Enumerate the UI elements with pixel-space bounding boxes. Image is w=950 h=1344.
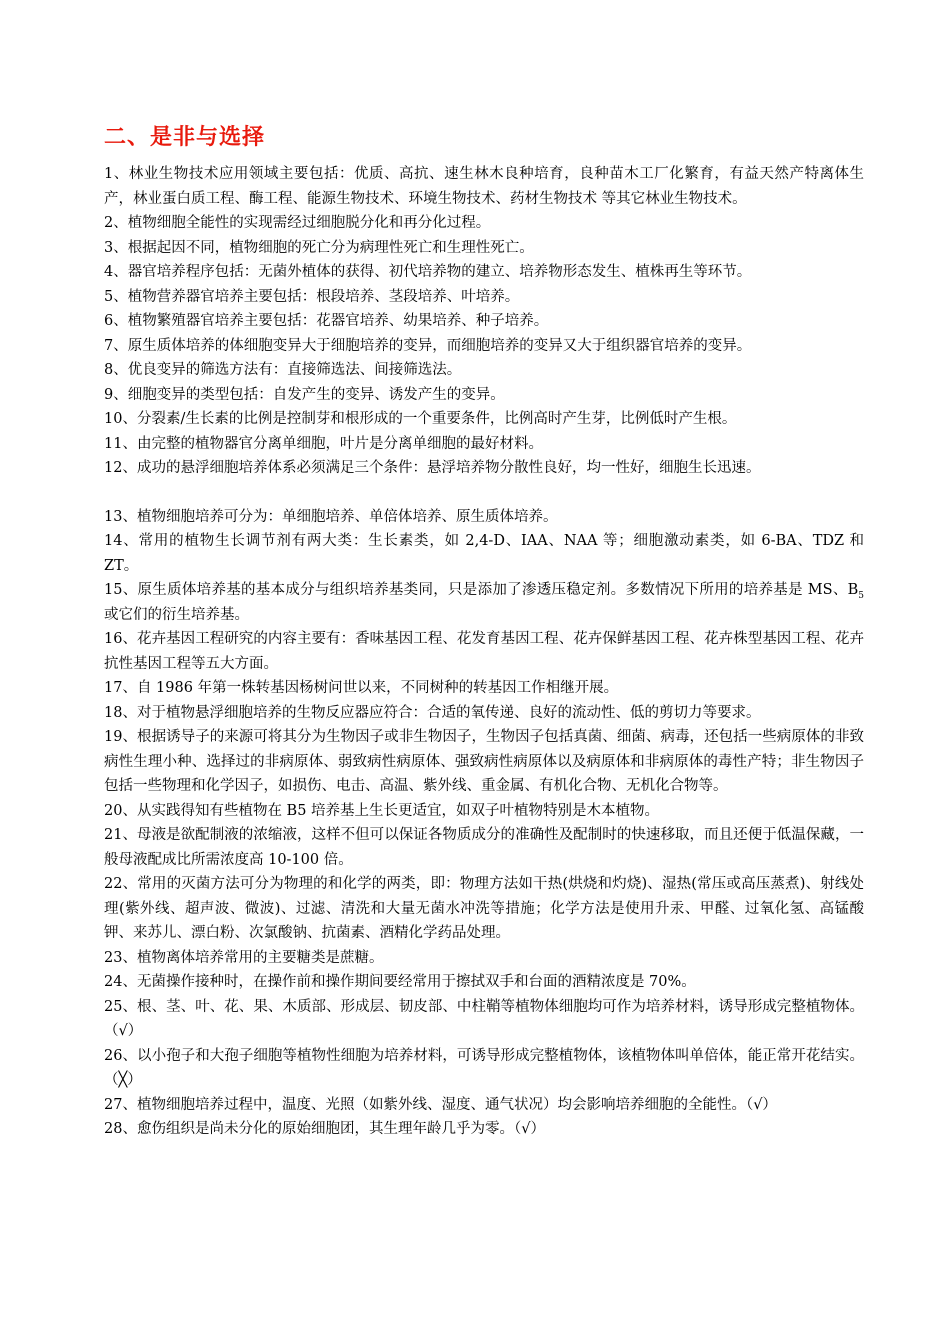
list-item: 13、植物细胞培养可分为：单细胞培养、单倍体培养、原生质体培养。 [104,508,558,525]
list-item: 12、成功的悬浮细胞培养体系必须满足三个条件：悬浮培养物分散性良好，均一性好，细胞生长迅速。 [104,460,761,476]
item-15-subscript: 5 [858,590,864,601]
list-item: 22、常用的灭菌方法可分为物理的和化学的两类，即：物理方法如干热(烘烧和灼烧)、湿热(常压或高压蒸煮)、射线处理(紫外线、超声波、微波)、过滤、清洗和大量无菌水冲洗等措施；化学方法是使用升汞、甲醛、过氧化氢、高锰酸钾、来苏儿、漂白粉、次氯酸钠、抗菌素、酒精化学药品处理。 [104,876,864,941]
section-heading: 二、是非与选择 [104,125,266,150]
list-item: 11、由完整的植物器官分离单细胞，叶片是分离单细胞的最好材料。 [104,435,543,452]
list-item: 25、根、茎、叶、花、果、木质部、形成层、韧皮部、中柱鞘等植物体细胞均可作为培养材料，诱导形成完整植物体。（√） [104,998,864,1039]
list-item: 10、分裂素/生长素的比例是控制芽和根形成的一个重要条件，比例高时产生芽，比例低时产生根。 [104,411,737,427]
list-item: 9、细胞变异的类型包括：自发产生的变异、诱发产生的变异。 [104,386,505,403]
list-item: 8、优良变异的筛选方法有：直接筛选法、间接筛选法。 [104,362,462,378]
list-item: 21、母液是欲配制液的浓缩液，这样不但可以保证各物质成分的准确性及配制时的快速移取，而且还便于低温保藏，一般母液配成比所需浓度高 10-100 倍。 [104,827,864,868]
list-item: 28、愈伤组织是尚未分化的原始细胞团，其生理年龄几乎为零。（√） [104,1121,545,1137]
list-item: 16、花卉基因工程研究的内容主要有：香味基因工程、花发育基因工程、花卉保鲜基因工程、花卉株型基因工程、花卉抗性基因工程等五大方面。 [104,631,864,672]
list-item: 5、植物营养器官培养主要包括：根段培养、茎段培养、叶培养。 [104,288,520,305]
list-item: 23、植物离体培养常用的主要糖类是蔗糖。 [104,949,384,966]
list-item: 6、植物繁殖器官培养主要包括：花器官培养、幼果培养、种子培养。 [104,313,549,329]
list-item: 26、以小孢子和大孢子细胞等植物性细胞为培养材料，可诱导形成完整植物体，该植物体叫单倍体，能正常开花结实。（╳） [104,1047,864,1088]
list-item: 14、常用的植物生长调节剂有两大类：生长素类，如 2,4-D、IAA、NAA 等；细胞激动素类，如 6-BA、TDZ 和 ZT。 [104,533,864,574]
list-item: 1、林业生物技术应用领域主要包括：优质、高抗、速生林木良种培育，良种苗木工厂化繁育，有益天然产特离体生产，林业蛋白质工程、酶工程、能源生物技术、环境生物技术、药材生物技术 等其它林业生物技术。 [104,166,864,207]
list-item: 17、自 1986 年第一株转基因杨树问世以来，不同树种的转基因工作相继开展。 [104,680,619,696]
list-item: 19、根据诱导子的来源可将其分为生物因子或非生物因子，生物因子包括真菌、细菌、病毒，还包括一些病原体的非致病性生理小种、选择过的非病原体、弱致病性病原体、强致病性病原体以及病原体和非病原体的毒性产特；非生物因子包括一些物理和化学因子，如损伤、电击、高温、紫外线、重金属、有机化合物、无机化合物等。 [104,729,864,794]
list-item: 7、原生质体培养的体细胞变异大于细胞培养的变异，而细胞培养的变异又大于组织器官培养的变异。 [104,337,752,354]
list-item: 2、植物细胞全能性的实现需经过细胞脱分化和再分化过程。 [104,215,491,231]
blank-line [104,481,864,505]
document-body [104,162,864,1142]
list-item: 18、对于植物悬浮细胞培养的生物反应器应符合：合适的氧传递、良好的流动性、低的剪切力等要求。 [104,704,761,721]
list-item: 3、根据起因不同，植物细胞的死亡分为病理性死亡和生理性死亡。 [104,239,534,256]
list-item: 4、器官培养程序包括：无菌外植体的获得、初代培养物的建立、培养物形态发生、植株再生等环节。 [104,264,752,280]
list-item: 20、从实践得知有些植物在 B5 培养基上生长更适宜，如双子叶植物特别是木本植物。 [104,802,660,819]
list-item: 24、无菌操作接种时，在操作前和操作期间要经常用于擦拭双手和台面的酒精浓度是 70%。 [104,974,696,990]
list-item: 27、植物细胞培养过程中，温度、光照（如紫外线、湿度、通气状况）均会影响培养细胞的全能性。（√） [104,1096,777,1113]
list-item-15 [104,578,864,627]
item-15-text: 15、原生质体培养基的基本成分与组织培养基类同，只是添加了渗透压稳定剂。多数情况下所用的培养基是 MS、B [104,582,859,598]
item-15-tail: 或它们的衍生培养基。 [104,606,249,623]
